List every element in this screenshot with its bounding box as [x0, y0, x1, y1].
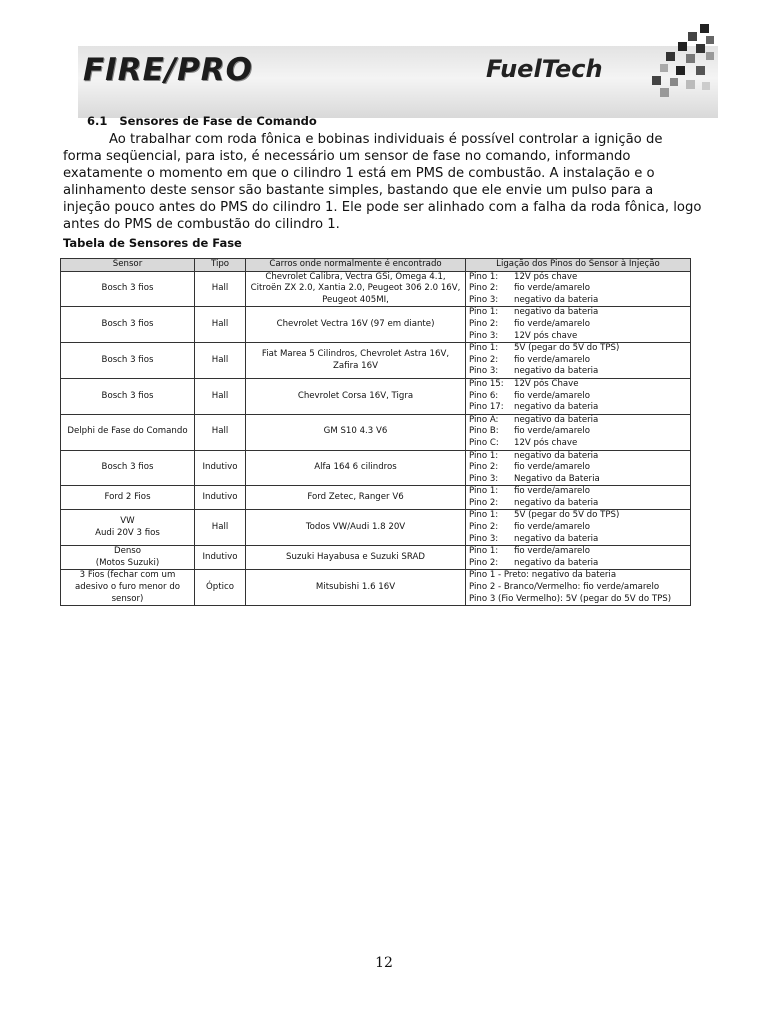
cars-cell: Chevrolet Calibra, Vectra GSi, Omega 4.1, Citroën ZX 2.0, Xantia 2.0, Peugeot 306 2.0 16V, Peugeot 405MI, [246, 271, 466, 307]
type-cell: Indutivo [195, 546, 246, 570]
pin-line [469, 594, 687, 606]
pin-label: Pino 1: [469, 486, 499, 497]
table-row [61, 307, 691, 343]
pin-label: Pino 15: [469, 378, 504, 389]
pin-description: negativo da bateria [531, 570, 617, 581]
pin-label: Pino 1 - Preto: [469, 570, 530, 581]
pin-line [469, 391, 687, 403]
column-header-cars: Carros onde normalmente é encontrado [246, 259, 466, 272]
pins-cell [466, 486, 691, 510]
pin-line [469, 355, 687, 367]
checkered-flag-icon [640, 22, 718, 102]
pin-line [469, 498, 687, 510]
table-row [61, 486, 691, 510]
pin-description: 5V (pegar do 5V do TPS) [514, 343, 620, 354]
pin-line [469, 510, 687, 522]
fueltech-logo: FuelTech [486, 55, 603, 83]
pin-line [469, 343, 687, 355]
pin-line [469, 319, 687, 331]
intro-text: Ao trabalhar com roda fônica e bobinas individuais é possível controlar a ignição de forma seqüencial, para isto, é necessário um sensor de fase no comando, informando exatamente o momento em que o cilindro 1 está em PMS de combustão. A instalação e o alinhamento deste sensor são bastante simples, bastando que ele envie um pulso para a injeção pouco antes do PMS do cilindro 1. Ele pode ser alinhado com a falha da roda fônica, logo antes do PMS de combustão do cilindro 1. [63, 132, 702, 232]
sensor-cell: 3 Fios (fechar com um adesivo o furo menor do sensor) [61, 570, 195, 606]
table-row [61, 343, 691, 379]
pins-cell [466, 378, 691, 414]
column-header-sensor: Sensor [61, 259, 195, 272]
pin-description: negativo da bateria [514, 533, 599, 544]
pin-line [469, 307, 687, 319]
pin-line [469, 582, 687, 594]
pin-description: 12V pós chave [514, 330, 578, 341]
pin-description: fio verde/amarelo [514, 522, 590, 533]
cars-cell: Chevrolet Vectra 16V (97 em diante) [246, 307, 466, 343]
pin-description: 5V (pegar do 5V do TPS) [514, 510, 620, 521]
sensor-cell: Ford 2 Fios [61, 486, 195, 510]
pins-cell [466, 271, 691, 307]
pin-description: negativo da bateria [514, 414, 599, 425]
page-number: 12 [375, 955, 393, 971]
section-number: 6.1 [87, 114, 108, 128]
pin-line [469, 438, 687, 450]
pins-cell [466, 546, 691, 570]
pin-label: Pino 3: [469, 330, 499, 341]
sensor-cell: Delphi de Fase do Comando [61, 414, 195, 450]
table-row [61, 271, 691, 307]
pin-line [469, 522, 687, 534]
pin-description: negativo da bateria [514, 294, 599, 305]
sensor-cell: Bosch 3 fios [61, 343, 195, 379]
section-heading [87, 114, 317, 128]
sensor-cell: Bosch 3 fios [61, 271, 195, 307]
pin-line [469, 272, 687, 284]
pin-description: fio verde/amarelo [514, 318, 590, 329]
section-title: Sensores de Fase de Comando [119, 114, 317, 128]
pin-label: Pino 1: [469, 510, 499, 521]
pin-description: 12V pós chave [514, 271, 578, 282]
pin-label: Pino 2: [469, 557, 499, 568]
column-header-pins: Ligação dos Pinos do Sensor à Injeção [466, 259, 691, 272]
table-row [61, 570, 691, 606]
cars-cell: Fiat Marea 5 Cilindros, Chevrolet Astra 16V, Zafira 16V [246, 343, 466, 379]
table-title: Tabela de Sensores de Fase [63, 236, 242, 250]
pin-label: Pino 2: [469, 522, 499, 533]
pin-label: Pino A: [469, 414, 499, 425]
pin-description: fio verde/amarelo [514, 283, 590, 294]
table-row [61, 450, 691, 486]
pin-line [469, 570, 687, 582]
pin-description: negativo da bateria [514, 402, 599, 413]
pins-cell [466, 450, 691, 486]
column-header-type: Tipo [195, 259, 246, 272]
cars-cell: Suzuki Hayabusa e Suzuki SRAD [246, 546, 466, 570]
pin-label: Pino 3 (Fio Vermelho): [469, 593, 563, 604]
pins-cell [466, 510, 691, 546]
pin-description: fio verde/amarelo [514, 462, 590, 473]
pin-label: Pino 2 - Branco/Vermelho: [469, 582, 581, 593]
type-cell: Hall [195, 271, 246, 307]
pin-label: Pino 2: [469, 318, 499, 329]
sensor-cell: Bosch 3 fios [61, 378, 195, 414]
pin-line [469, 462, 687, 474]
type-cell: Hall [195, 343, 246, 379]
pin-line [469, 451, 687, 463]
pin-description: negativo da bateria [514, 557, 599, 568]
pin-line [469, 379, 687, 391]
pin-line [469, 486, 687, 498]
pin-description: negativo da bateria [514, 497, 599, 508]
pin-label: Pino B: [469, 426, 499, 437]
type-cell: Hall [195, 510, 246, 546]
table-row [61, 510, 691, 546]
pin-description: Negativo da Bateria [514, 473, 600, 484]
cars-cell: Mitsubishi 1.6 16V [246, 570, 466, 606]
cars-cell: GM S10 4.3 V6 [246, 414, 466, 450]
pin-label: Pino 17: [469, 402, 504, 413]
cars-cell: Todos VW/Audi 1.8 20V [246, 510, 466, 546]
pin-description: fio verde/amarelo [514, 486, 590, 497]
pin-description: fio verde/amarelo [583, 582, 660, 593]
pin-line [469, 331, 687, 343]
pin-label: Pino 3: [469, 533, 499, 544]
fire-pro-logo: FIRE/PRO [83, 52, 254, 88]
sensor-cell: Bosch 3 fios [61, 307, 195, 343]
sensor-cell: Bosch 3 fios [61, 450, 195, 486]
pin-description: fio verde/amarelo [514, 426, 590, 437]
type-cell: Indutivo [195, 486, 246, 510]
pins-cell [466, 307, 691, 343]
pin-description: fio verde/amarelo [514, 546, 590, 557]
table-row [61, 378, 691, 414]
pin-label: Pino C: [469, 437, 499, 448]
pin-line [469, 426, 687, 438]
pin-description: 12V pós chave [514, 437, 578, 448]
pin-label: Pino 2: [469, 462, 499, 473]
pins-cell [466, 343, 691, 379]
pin-description: 12V pós Chave [514, 378, 579, 389]
intro-paragraph [63, 131, 703, 233]
type-cell: Hall [195, 414, 246, 450]
cars-cell: Chevrolet Corsa 16V, Tigra [246, 378, 466, 414]
pin-line [469, 415, 687, 427]
pins-cell [466, 414, 691, 450]
pin-line [469, 366, 687, 378]
pin-line [469, 295, 687, 307]
pin-label: Pino 3: [469, 473, 499, 484]
pin-label: Pino 6: [469, 390, 499, 401]
sensor-table [60, 258, 691, 606]
pin-label: Pino 3: [469, 366, 499, 377]
type-cell: Óptico [195, 570, 246, 606]
type-cell: Hall [195, 378, 246, 414]
cars-cell: Alfa 164 6 cilindros [246, 450, 466, 486]
pin-label: Pino 2: [469, 354, 499, 365]
pin-line [469, 558, 687, 570]
pin-label: Pino 1: [469, 546, 499, 557]
table-row [61, 414, 691, 450]
pin-description: fio verde/amarelo [514, 354, 590, 365]
type-cell: Indutivo [195, 450, 246, 486]
pin-label: Pino 1: [469, 343, 499, 354]
pin-line [469, 402, 687, 414]
pin-label: Pino 2: [469, 283, 499, 294]
pin-description: negativo da bateria [514, 307, 599, 318]
pin-line [469, 474, 687, 486]
sensor-cell: VW Audi 20V 3 fios [61, 510, 195, 546]
pin-label: Pino 1: [469, 271, 499, 282]
pin-label: Pino 1: [469, 307, 499, 318]
pin-label: Pino 1: [469, 450, 499, 461]
pin-label: Pino 2: [469, 497, 499, 508]
pins-cell [466, 570, 691, 606]
table-row [61, 546, 691, 570]
type-cell: Hall [195, 307, 246, 343]
cars-cell: Ford Zetec, Ranger V6 [246, 486, 466, 510]
pin-description: fio verde/amarelo [514, 390, 590, 401]
pin-label: Pino 3: [469, 294, 499, 305]
pin-line [469, 546, 687, 558]
pin-line [469, 534, 687, 546]
page-header [78, 22, 718, 100]
sensor-cell: Denso (Motos Suzuki) [61, 546, 195, 570]
pin-description: negativo da bateria [514, 450, 599, 461]
pin-description: negativo da bateria [514, 366, 599, 377]
pin-line [469, 283, 687, 295]
pin-description: 5V (pegar do 5V do TPS) [565, 593, 672, 604]
table-header-row [61, 259, 691, 272]
